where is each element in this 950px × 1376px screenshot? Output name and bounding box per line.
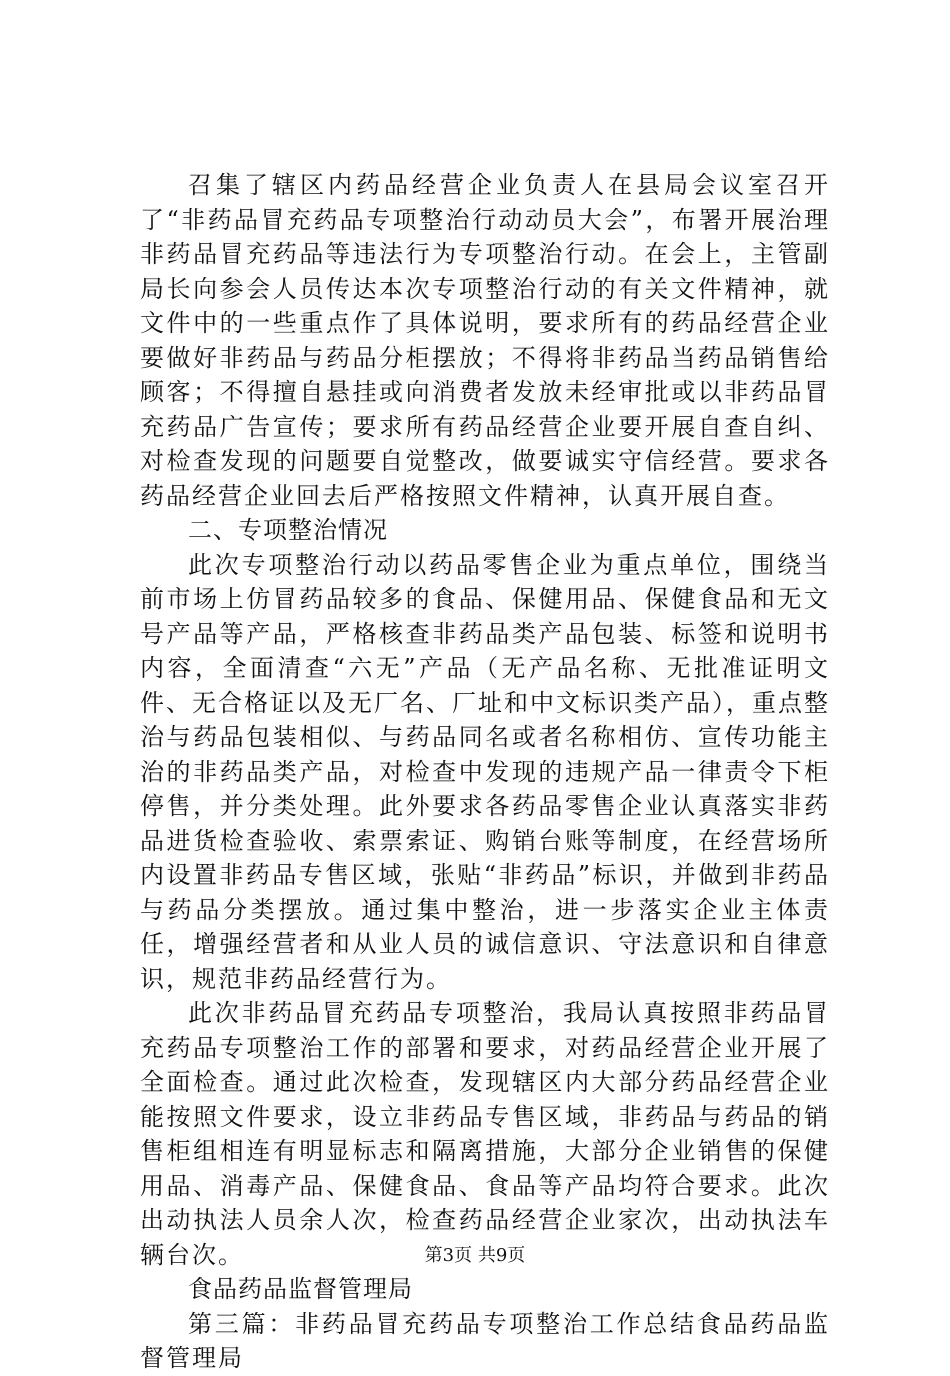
document-body	[140, 168, 830, 1376]
page-number: 第3页 共9页	[424, 1245, 526, 1266]
paragraph-third-article: 第三篇：非药品冒充药品专项整治工作总结食品药品监督管理局	[140, 1309, 830, 1372]
section-heading: 二、专项整治情况	[188, 516, 388, 544]
signature-line: 食品药品监督管理局	[188, 1275, 413, 1303]
paragraph-meeting: 召集了辖区内药品经营企业负责人在县局会议室召开了“非药品冒充药品专项整治行动动员大会”，布署开展治理非药品冒充药品等违法行为专项整治行动。在会上，主管副局长向参会人员传达本次专项整治行动的有关文件精神，就文件中的一些重点作了具体说明，要求所有的药品经营企业要做好非药品与药品分柜摆放；不得将非药品当药品销售给顾客；不得擅自悬挂或向消费者发放未经审批或以非药品冒充药品广告宣传；要求所有药品经营企业要开展自查自纠、对检查发现的问题要自觉整改，做要诚实守信经营。要求各药品经营企业回去后严格按照文件精神，认真开展自查。	[140, 171, 830, 510]
paragraph-inspection: 此次非药品冒充药品专项整治，我局认真按照非药品冒充药品专项整治工作的部署和要求，对药品经营企业开展了全面检查。通过此次检查，发现辖区内大部分药品经营企业能按照文件要求，设立非药品专售区域，非药品与药品的销售柜组相连有明显标志和隔离措施，大部分企业销售的保健用品、消毒产品、保健食品、食品等产品均符合要求。此次出动执法人员余人次，检查药品经营企业家次，出动执法车辆台次。	[140, 999, 830, 1269]
paragraph-rectification: 此次专项整治行动以药品零售企业为重点单位，围绕当前市场上仿冒药品较多的食品、保健用品、保健食品和无文号产品等产品，严格核查非药品类产品包装、标签和说明书内容，全面清查“六无”产品（无产品名称、无批准证明文件、无合格证以及无厂名、厂址和中文标识类产品），重点整治与药品包装相似、与药品同名或者名称相仿、宣传功能主治的非药品类产品，对检查中发现的违规产品一律责令下柜停售，并分类处理。此外要求各药品零售企业认真落实非药品进货检查验收、索票索证、购销台账等制度，在经营场所内设置非药品专售区域，张贴“非药品”标识，并做到非药品与药品分类摆放。通过集中整治，进一步落实企业主体责任，增强经营者和从业人员的诚信意识、守法意识和自律意识，规范非药品经营行为。	[140, 550, 830, 993]
